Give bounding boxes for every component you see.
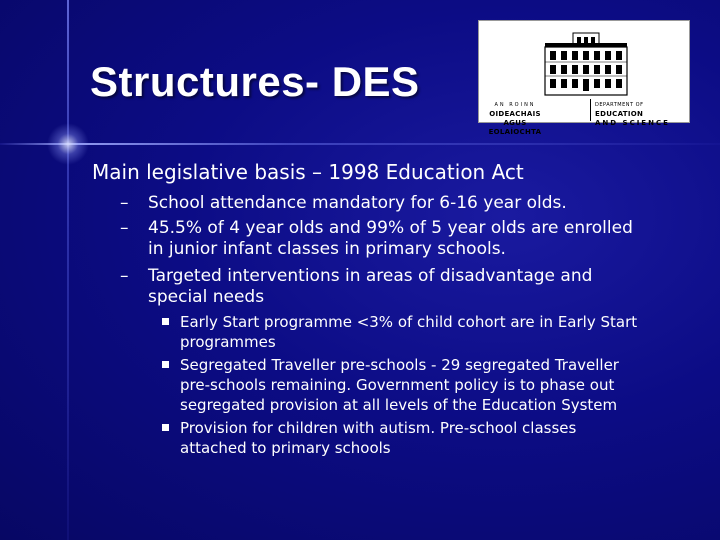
bullet-text: attached to primary schools — [180, 439, 391, 457]
square-bullet-icon — [162, 361, 169, 368]
bullet-text: Provision for children with autism. Pre-school classes — [180, 419, 577, 437]
square-bullet-icon — [162, 424, 169, 431]
sub-point-text: School attendance mandatory for 6-16 year olds. — [148, 193, 567, 213]
bullet-text: Segregated Traveller pre-schools - 29 segregated Traveller — [180, 356, 619, 374]
dash-marker: – — [120, 218, 129, 238]
logo-divider — [590, 99, 591, 121]
logo-irish-text: AN ROINN OIDEACHAIS AGUS EOLAÍOCHTA — [488, 102, 542, 136]
decorative-glow — [47, 123, 89, 165]
sub-point-text: Targeted interventions in areas of disadvantage and — [148, 266, 593, 286]
sub-point-text: special needs — [148, 287, 265, 307]
dash-marker: – — [120, 193, 129, 213]
bullet-text: Early Start programme <3% of child cohort are in Early Start — [180, 313, 638, 331]
dash-marker: – — [120, 266, 129, 286]
square-bullet-icon — [162, 318, 169, 325]
bullet-text: segregated provision at all levels of the Education System — [180, 396, 618, 414]
main-point: Main legislative basis – 1998 Education Act — [92, 160, 524, 184]
bullet-text: pre-schools remaining. Government policy is to phase out — [180, 376, 615, 394]
decorative-vertical-line — [67, 0, 69, 540]
department-logo — [478, 20, 690, 136]
building-icon — [543, 29, 629, 97]
decorative-horizontal-line — [0, 143, 720, 145]
slide-title: Structures- DES — [90, 58, 420, 105]
sub-point-text: 45.5% of 4 year olds and 99% of 5 year olds are enrolled — [148, 218, 633, 238]
logo-english-text: DEPARTMENT OF EDUCATION AND SCIENCE — [595, 102, 670, 127]
sub-point-text: in junior infant classes in primary schools. — [148, 239, 506, 259]
bullet-text: programmes — [180, 333, 276, 351]
